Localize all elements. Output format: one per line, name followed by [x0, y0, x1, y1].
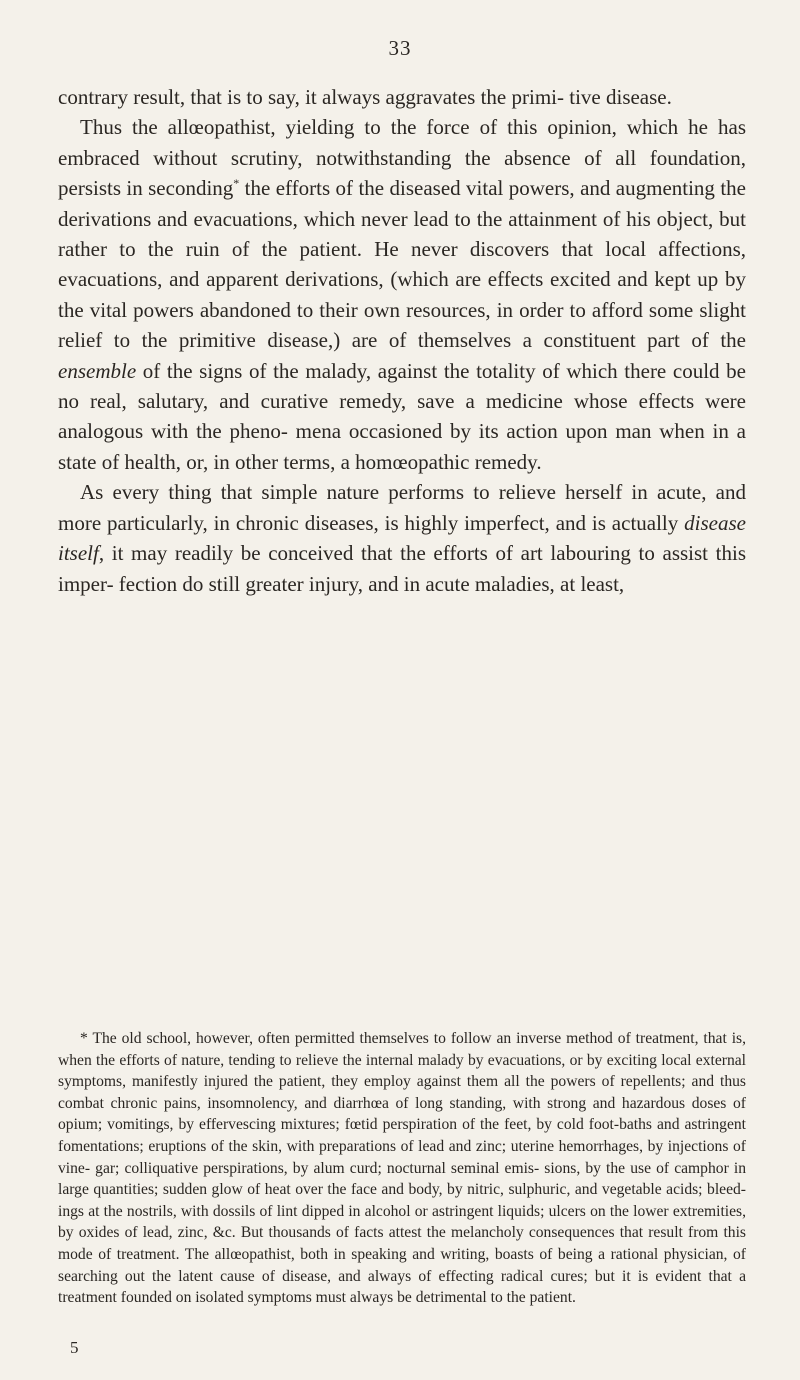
paragraph-text: Thus the allœopathist, yielding to the force of this opinion, which he has embraced without scrutiny, notwithstanding the absence of all foundation, persists in seconding [58, 115, 746, 201]
paragraph-text: contrary result, that is to say, it always aggravates the primi- tive disease. [58, 85, 672, 109]
paragraph-allopathist [58, 112, 746, 477]
footnote-reference: * [233, 176, 240, 191]
paragraph-text: of the signs of the malady, against the totality of which there could be no real, salutary, and curative remedy, save a medicine whose effects were analogous with the pheno- mena occasioned by its action upon man when in a state of health, or, in other terms, a homœopathic remedy. [58, 358, 746, 474]
page-number: 33 [388, 36, 412, 60]
signature-mark: 5 [70, 1338, 79, 1357]
paragraph-text: the efforts of the diseased vital powers, and augmenting the derivations and evacuations, which never lead to the attainment of his object, but rather to the ruin of the patient. He never discovers that local affections, evacuations, and apparent derivations, (which are effects excited and kept up by the vital powers abandoned to their own resources, in order to afford some slight relief to the primitive disease,) are of themselves a constituent part of the [58, 176, 746, 353]
italic-term: disease itself [58, 510, 746, 566]
main-text [58, 82, 746, 599]
footnote: * The old school, however, often permitted themselves to follow an inverse method of treatment, that is, when the efforts of nature, tending to relieve the internal malady by evacuations, or by exciting local external symptoms, manifestly injured the patient, they employ against them all the powers of repellents; and thus combat chronic pains, insomnolency, and diarrhœa of long standing, with strong and hazardous doses of opium; vomitings, by effervescing mixtures; fœtid perspiration of the feet, by cold foot-baths and astringent fomentations; eruptions of the skin, with preparations of lead and zinc; uterine hemorrhages, by injections of vine- gar; colliquative perspirations, by alum curd; nocturnal seminal emis- sions, by the use of camphor in large quantities; sudden glow of heat over the face and body, by nitric, sulphuric, and vegetable acids; bleed- ings at the nostrils, with dossils of lint dipped in alcohol or astringent liquids; ulcers on the lower extremities, by oxides of lead, zinc, &c. But thousands of facts attest the melancholy consequences that result from this mode of treatment. The allœopathist, both in speaking and writing, boasts of being a rational physician, of searching out the latent cause of disease, and always of effecting radical cures; but it is evident that a treatment founded on isolated symptoms must always be detrimental to the patient. [58, 1030, 746, 1307]
paragraph-continuation [58, 82, 746, 112]
paragraph-text: , it may readily be conceived that the efforts of art labouring to assist this imper- fection do still greater injury, and in acute maladies, at least, [58, 541, 746, 596]
italic-term: ensemble [58, 358, 137, 383]
paragraph-nature [58, 477, 746, 599]
paragraph-text: As every thing that simple nature performs to relieve herself in acute, and more particularly, in chronic diseases, is highly imperfect, and is actually [58, 480, 746, 535]
